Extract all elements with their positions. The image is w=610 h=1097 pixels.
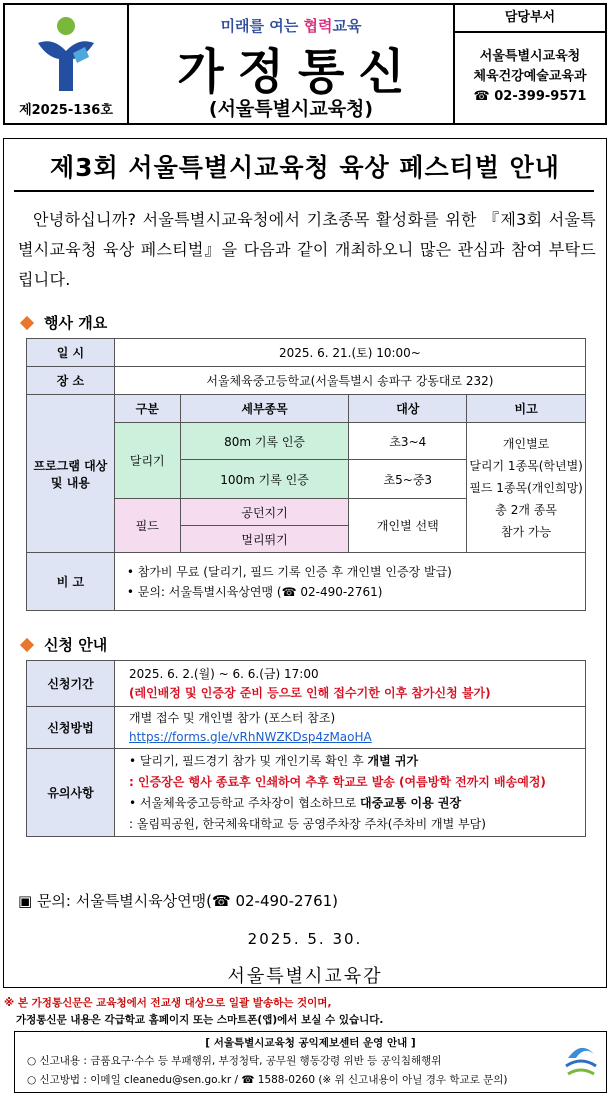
event-ball-throw: 공던지기 [180, 499, 349, 526]
caution-label: 유의사항 [27, 749, 115, 837]
diamond-icon [20, 637, 34, 651]
caution-1-bold: 개별 귀가 [367, 753, 419, 768]
note-line-2: 가정통신문 내용은 각급학교 홈페이지 또는 스마트폰(앱)에서 보실 수 있습니다. [16, 1014, 384, 1026]
period-label: 신청기간 [27, 661, 115, 707]
document-title: 제3회 서울특별시교육청 육상 페스티벌 안내 [50, 153, 560, 182]
caution-3-text: • 서울체육중고등학교 주차장이 협소하므로 [129, 795, 360, 810]
slogan-part-c: 교육 [332, 17, 362, 35]
method-label: 신청방법 [27, 707, 115, 749]
section-apply-label: 신청 안내 [44, 636, 108, 654]
dept-phone: ☎ 02-399-9571 [473, 89, 587, 104]
issue-number: 제2025-136호 [19, 103, 113, 118]
diamond-icon [20, 315, 34, 329]
title-cell [129, 5, 455, 123]
dept-division: 체육건강예술교육과 [473, 69, 587, 84]
clean-logo-icon [562, 1036, 600, 1082]
newsletter-header [3, 3, 607, 125]
note-line-1: ※ 본 가정통신문은 교육청에서 전교생 대상으로 일괄 발송하는 것이며, [4, 997, 332, 1009]
intro-paragraph: 안녕하십니까? 서울특별시교육청에서 기초종목 활성화를 위한 『제3회 서울특별시교육청 육상 페스티벌』을 다음과 같이 개최하오니 많은 관심과 참여 부탁드립니다. [18, 210, 596, 289]
field-category: 필드 [114, 499, 180, 553]
caution-1-text: • 달리기, 필드경기 참가 및 개인기록 확인 후 [129, 753, 368, 768]
method-content [115, 707, 586, 749]
place-label: 장 소 [27, 367, 115, 395]
newsletter-title: 가정통신 [177, 44, 419, 100]
running-category: 달리기 [114, 423, 180, 499]
date-value: 2025. 6. 21.(토) 10:00~ [114, 339, 585, 367]
title-rule [14, 190, 594, 192]
ethics-line-2: ○ 신고방법 : 이메일 cleanedu@sen.go.kr / ☎ 1588-0260 (※ 위 신고내용이 아닐 경우 학교로 문의) [27, 1074, 508, 1086]
period-content [115, 661, 586, 707]
slogan-highlight: 협력 [303, 17, 333, 35]
distribution-note [4, 995, 383, 1029]
slogan-part-a: 미래를 여는 [220, 17, 304, 35]
caution-1 [129, 751, 585, 772]
caution-4: : 올림픽공원, 한국체육대학교 등 공영주차장 주차(주차비 개별 부담) [129, 816, 486, 831]
target-field: 개인별 선택 [349, 499, 467, 553]
col-target: 대상 [349, 395, 467, 423]
apply-form-link[interactable]: https://forms.gle/vRhNWZKDsp4zMaoHA [129, 729, 372, 744]
ethics-line-1: ○ 신고내용 : 금품요구·수수 등 부패행위, 부정청탁, 공무원 행동강령 위반 등 공익침해행위 [27, 1055, 442, 1067]
period-warning: (레인배정 및 인증장 준비 등으로 인해 접수기한 이후 참가신청 불가) [129, 685, 491, 700]
remarks-content [114, 553, 585, 611]
apply-table [26, 660, 586, 837]
newsletter-subtitle: (서울특별시교육청) [208, 98, 374, 120]
note-line: 필드 1종목(개인희망) [469, 480, 583, 495]
ethics-header: [ 서울특별시교육청 공익제보센터 운영 안내 ] [205, 1037, 416, 1049]
caution-3-bold: 대중교통 이용 권장 [360, 795, 462, 810]
note-line: 개인별로 [502, 436, 550, 451]
department-cell [455, 5, 605, 123]
event-100m: 100m 기록 인증 [180, 460, 349, 499]
program-label: 프로그램 대상 및 내용 [27, 395, 115, 553]
seoul-education-logo [33, 13, 99, 95]
caution-3 [129, 793, 585, 814]
dept-info [455, 33, 605, 123]
logo-cell [5, 5, 129, 123]
col-event: 세부종목 [180, 395, 349, 423]
remark-fee: • 참가비 무료 (달리기, 필드 기록 인증 후 개인별 인증장 발급) [126, 564, 452, 579]
dept-label: 담당부서 [455, 5, 605, 33]
note-line: 총 2개 종목 [495, 502, 557, 517]
program-note [467, 423, 586, 553]
caution-2: : 인증장은 행사 종료후 인쇄하여 추후 학교로 발송 (여름방학 전까지 배송예정) [129, 774, 546, 789]
note-line: 참가 가능 [501, 524, 552, 539]
col-category: 구분 [114, 395, 180, 423]
issue-date: 2025. 5. 30. [247, 930, 363, 948]
target-80m: 초3~4 [349, 423, 467, 460]
ethics-box [14, 1031, 607, 1093]
event-long-jump: 멀리뛰기 [180, 526, 349, 553]
target-100m: 초5~중3 [349, 460, 467, 499]
dept-name: 서울특별시교육청 [479, 49, 581, 64]
remarks-label: 비 고 [27, 553, 115, 611]
period-value: 2025. 6. 2.(월) ~ 6. 6.(금) 17:00 [129, 666, 319, 681]
method-value: 개별 접수 및 개인별 참가 (포스터 참조) [129, 710, 336, 725]
section-apply-heading [18, 634, 107, 655]
col-note: 비고 [467, 395, 586, 423]
date-label: 일 시 [27, 339, 115, 367]
note-line: 달리기 1종목(학년별) [469, 458, 583, 473]
caution-content [115, 749, 586, 837]
remark-contact: • 문의: 서울특별시육상연맹 (☎ 02-490-2761) [126, 584, 383, 599]
event-80m: 80m 기록 인증 [180, 423, 349, 460]
contact-line: ▣ 문의: 서울특별시육상연맹(☎ 02-490-2761) [18, 892, 339, 910]
overview-table [26, 338, 586, 611]
issuer: 서울특별시교육감 [227, 966, 383, 987]
place-value: 서울체육중고등학교(서울특별시 송파구 강동대로 232) [114, 367, 585, 395]
section-overview-heading [18, 312, 107, 333]
section-overview-label: 행사 개요 [44, 314, 108, 332]
